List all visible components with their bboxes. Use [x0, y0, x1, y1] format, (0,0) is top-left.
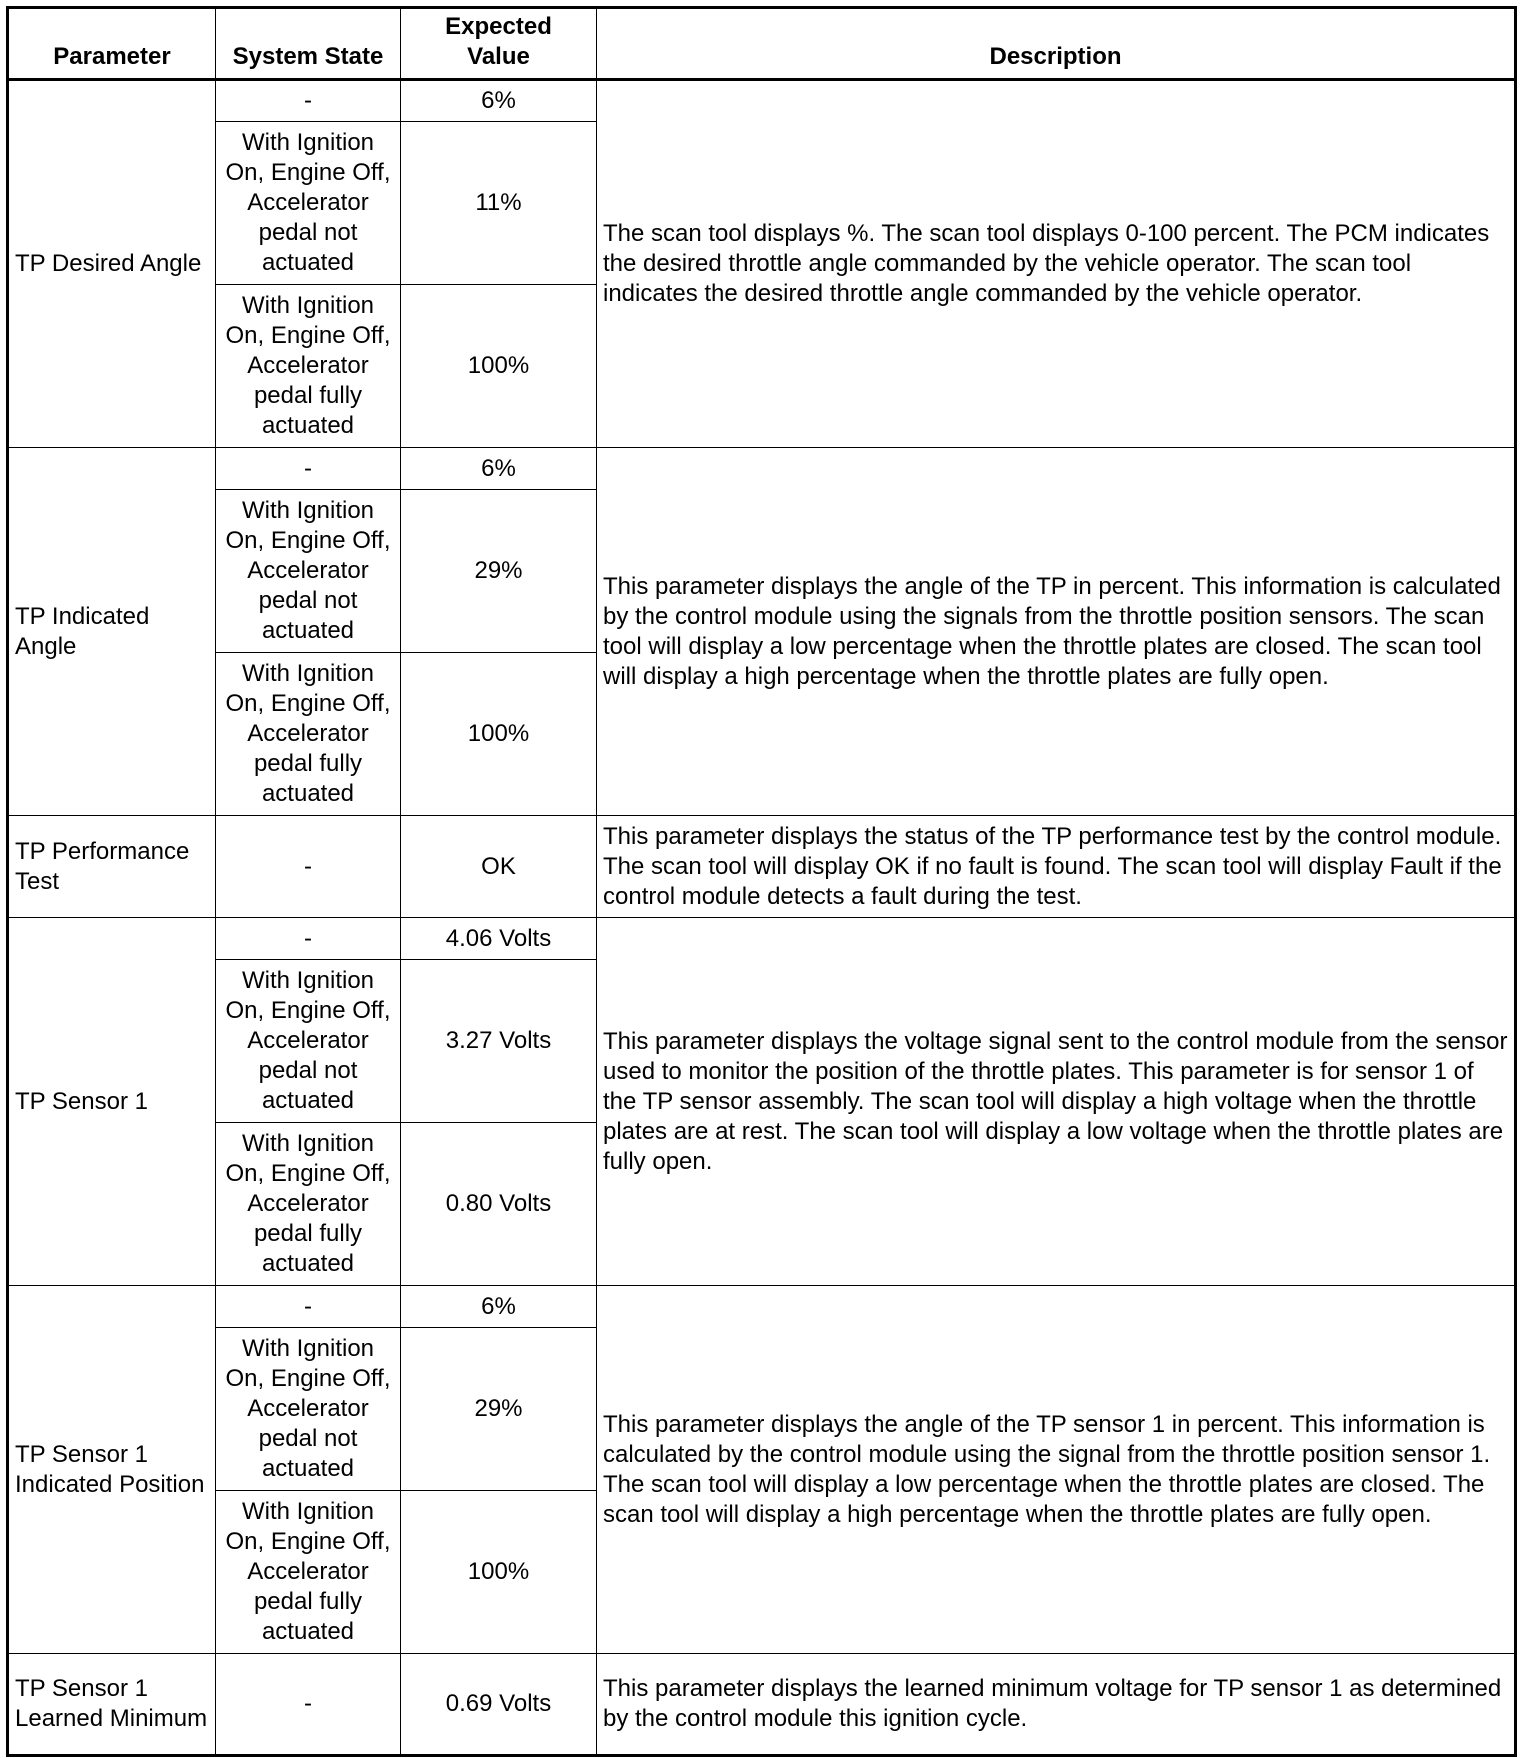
system-state-cell: - — [216, 816, 401, 918]
parameter-cell: TP Sensor 1 Learned Minimum — [8, 1654, 216, 1756]
description-cell: This parameter displays the voltage signal sent to the control module from the sensor used to monitor the position of the throttle plates. This parameter is for sensor 1 of the TP sensor assembly. The scan tool will display a high voltage when the throttle plates are at rest. The scan tool will display a low voltage when the throttle plates are fully open. — [597, 918, 1516, 1286]
header-expected-value: Expected Value — [401, 8, 597, 80]
table-row — [8, 80, 1516, 122]
document-page — [6, 6, 1517, 1757]
system-state-cell: With Ignition On, Engine Off, Accelerator pedal not actuated — [216, 122, 401, 285]
description-cell: This parameter displays the angle of the TP in percent. This information is calculated by the control module using the signals from the throttle position sensors. The scan tool will display a low percentage when the throttle plates are closed. The scan tool will display a high percentage when the throttle plates are fully open. — [597, 448, 1516, 816]
expected-value-cell: 6% — [401, 80, 597, 122]
expected-value-cell: 11% — [401, 122, 597, 285]
description-cell: The scan tool displays %. The scan tool displays 0-100 percent. The PCM indicates the desired throttle angle commanded by the vehicle operator. The scan tool indicates the desired throttle angle commanded by the vehicle operator. — [597, 80, 1516, 448]
table-row — [8, 1654, 1516, 1756]
system-state-cell: With Ignition On, Engine Off, Accelerator pedal not actuated — [216, 960, 401, 1123]
expected-value-cell: 29% — [401, 490, 597, 653]
parameter-cell: TP Sensor 1 — [8, 918, 216, 1286]
system-state-cell: - — [216, 80, 401, 122]
expected-value-cell: 100% — [401, 1491, 597, 1654]
expected-value-cell: 6% — [401, 448, 597, 490]
description-cell: This parameter displays the angle of the TP sensor 1 in percent. This information is calculated by the control module using the signal from the throttle position sensor 1. The scan tool will display a low percentage when the throttle plates are closed. The scan tool will display a high percentage when the throttle plates are fully open. — [597, 1286, 1516, 1654]
parameter-cell: TP Performance Test — [8, 816, 216, 918]
expected-value-cell: 0.69 Volts — [401, 1654, 597, 1756]
description-cell: This parameter displays the status of the TP performance test by the control module. The scan tool will display OK if no fault is found. The scan tool will display Fault if the control module detects a fault during the test. — [597, 816, 1516, 918]
header-description: Description — [597, 8, 1516, 80]
parameter-cell: TP Desired Angle — [8, 80, 216, 448]
expected-value-cell: 4.06 Volts — [401, 918, 597, 960]
expected-value-cell: 0.80 Volts — [401, 1123, 597, 1286]
table-row — [8, 448, 1516, 490]
system-state-cell: With Ignition On, Engine Off, Accelerator pedal fully actuated — [216, 285, 401, 448]
system-state-cell: With Ignition On, Engine Off, Accelerator pedal fully actuated — [216, 653, 401, 816]
system-state-cell: - — [216, 1286, 401, 1328]
system-state-cell: - — [216, 448, 401, 490]
expected-value-cell: OK — [401, 816, 597, 918]
system-state-cell: With Ignition On, Engine Off, Accelerator pedal not actuated — [216, 490, 401, 653]
table-row — [8, 918, 1516, 960]
expected-value-cell: 100% — [401, 285, 597, 448]
expected-value-cell: 6% — [401, 1286, 597, 1328]
expected-value-cell: 3.27 Volts — [401, 960, 597, 1123]
system-state-cell: - — [216, 1654, 401, 1756]
table-row — [8, 816, 1516, 918]
expected-value-cell: 29% — [401, 1328, 597, 1491]
parameter-cell: TP Indicated Angle — [8, 448, 216, 816]
table-row — [8, 1286, 1516, 1328]
expected-value-cell: 100% — [401, 653, 597, 816]
system-state-cell: With Ignition On, Engine Off, Accelerator pedal not actuated — [216, 1328, 401, 1491]
table-body — [8, 80, 1516, 1756]
table-header — [8, 8, 1516, 80]
parameter-cell: TP Sensor 1 Indicated Position — [8, 1286, 216, 1654]
system-state-cell: - — [216, 918, 401, 960]
header-system-state: System State — [216, 8, 401, 80]
header-parameter: Parameter — [8, 8, 216, 80]
parameter-table — [6, 6, 1517, 1757]
system-state-cell: With Ignition On, Engine Off, Accelerator pedal fully actuated — [216, 1491, 401, 1654]
description-cell: This parameter displays the learned minimum voltage for TP sensor 1 as determined by the control module this ignition cycle. — [597, 1654, 1516, 1756]
system-state-cell: With Ignition On, Engine Off, Accelerator pedal fully actuated — [216, 1123, 401, 1286]
